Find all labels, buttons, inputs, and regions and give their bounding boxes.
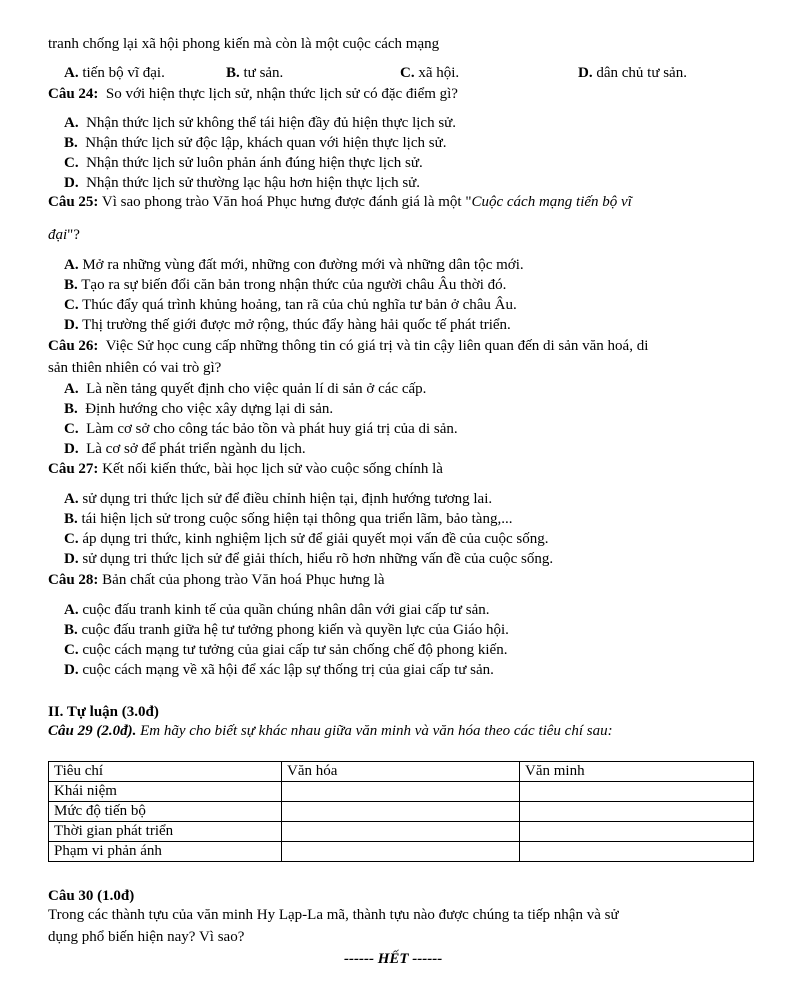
question-30-line1: Trong các thành tựu của văn minh Hy Lạp-La mã, thành tựu nào được chúng ta tiếp nhận và sử (48, 907, 619, 923)
q26-option-d: D. Là cơ sở để phát triển ngành du lịch. (64, 441, 306, 457)
header-cell: Tiêu chí (49, 762, 282, 782)
empty-cell (282, 802, 520, 822)
option-b: B. tư sản. (226, 65, 284, 81)
q27-option-b: B. tái hiện lịch sử trong cuộc sống hiện tại thông qua triển lãm, bảo tàng,... (64, 511, 513, 527)
question-text: Em hãy cho biết sự khác nhau giữa văn minh và văn hóa theo các tiêu chí sau: (140, 723, 613, 739)
question-28 (48, 571, 385, 589)
option-c: C. xã hội. (400, 65, 460, 81)
question-text: Vì sao phong trào Văn hoá Phục hưng được đánh giá là một " (101, 194, 472, 210)
empty-cell (282, 822, 520, 842)
question-label: Câu 28: (48, 572, 99, 588)
q26-option-b: B. Định hướng cho việc xây dựng lại di sản. (64, 401, 334, 417)
empty-cell (282, 842, 520, 862)
question-label: Câu 27: (48, 461, 99, 477)
q27-option-c: C. áp dụng tri thức, kinh nghiệm lịch sử để giải quyết mọi vấn đề của cuộc sống. (64, 531, 549, 547)
q24-option-b: B. Nhận thức lịch sử độc lập, khách quan với hiện thực lịch sử. (64, 135, 447, 151)
empty-cell (520, 822, 754, 842)
q28-option-c: C. cuộc cách mạng tư tưởng của giai cấp tư sản chống chế độ phong kiến. (64, 642, 508, 658)
criteria-table (48, 761, 754, 862)
header-cell: Văn hóa (282, 762, 520, 782)
question-30-line2: dụng phổ biến hiện nay? Vì sao? (48, 929, 245, 945)
question-26-cont: sản thiên nhiên có vai trò gì? (48, 360, 222, 376)
table-row (49, 782, 754, 802)
question-label: Câu 29 (2.0đ). (48, 723, 137, 739)
q26-option-a: A. Là nền tảng quyết định cho việc quản lí di sản ở các cấp. (64, 381, 427, 397)
question-text: Việc Sử học cung cấp những thông tin có giá trị và tin cậy liên quan đến di sản văn hoá, di (105, 338, 649, 354)
q25-option-c: C. Thúc đẩy quá trình khủng hoảng, tan rã của chủ nghĩa tư bản ở châu Âu. (64, 297, 517, 313)
table-row (49, 822, 754, 842)
question-label: Câu 24: (48, 86, 99, 102)
header-cell: Văn minh (520, 762, 754, 782)
q27-option-d: D. sử dụng tri thức lịch sử để giải thích, hiểu rõ hơn những vấn đề của cuộc sống. (64, 551, 554, 567)
empty-cell (520, 802, 754, 822)
empty-cell (282, 782, 520, 802)
question-text: So với hiện thực lịch sử, nhận thức lịch sử có đặc điểm gì? (105, 86, 458, 102)
question-quote: Cuộc cách mạng tiến bộ vĩ (471, 194, 632, 210)
question-text: Kết nối kiến thức, bài học lịch sử vào cuộc sống chính là (102, 461, 443, 477)
q28-option-d: D. cuộc cách mạng về xã hội để xác lập sự thống trị của giai cấp tư sản. (64, 662, 494, 678)
table-row (49, 842, 754, 862)
question-30-label: Câu 30 (1.0đ) (48, 888, 135, 904)
question-label: Câu 25: (48, 194, 99, 210)
q25-option-b: B. Tạo ra sự biến đổi căn bản trong nhận thức của người châu Âu thời đó. (64, 277, 507, 293)
q25-option-d: D. Thị trường thế giới được mở rộng, thúc đẩy hàng hải quốc tế phát triển. (64, 317, 511, 333)
option-d: D. dân chủ tư sản. (578, 65, 687, 81)
question-24 (48, 85, 458, 103)
option-a: A. tiến bộ vĩ đại. (64, 65, 165, 81)
q24-option-a: A. Nhận thức lịch sử không thể tái hiện đầy đủ hiện thực lịch sử. (64, 115, 457, 131)
criterion-cell: Thời gian phát triển (49, 822, 282, 842)
empty-cell (520, 782, 754, 802)
question-27 (48, 460, 443, 478)
q28-option-a: A. cuộc đấu tranh kinh tế của quần chúng nhân dân với giai cấp tư sản. (64, 602, 490, 618)
table-row (49, 802, 754, 822)
question-25-cont: đại"? (48, 227, 80, 243)
criterion-cell: Mức độ tiến bộ (49, 802, 282, 822)
q27-option-a: A. sử dụng tri thức lịch sử để điều chỉnh hiện tại, định hướng tương lai. (64, 491, 493, 507)
question-text: Bản chất của phong trào Văn hoá Phục hưng là (102, 572, 385, 588)
q24-option-c: C. Nhận thức lịch sử luôn phản ánh đúng hiện thực lịch sử. (64, 155, 423, 171)
question-25 (48, 193, 632, 211)
section-heading: II. Tự luận (3.0đ) (48, 704, 159, 720)
question-label: Câu 26: (48, 338, 99, 354)
q28-option-b: B. cuộc đấu tranh giữa hệ tư tưởng phong kiến và quyền lực của Giáo hội. (64, 622, 509, 638)
question-26 (48, 337, 648, 355)
intro-line: tranh chống lại xã hội phong kiến mà còn là một cuộc cách mạng (48, 36, 440, 52)
criterion-cell: Phạm vi phản ánh (49, 842, 282, 862)
criterion-cell: Khái niệm (49, 782, 282, 802)
end-mark: ------ HẾT ------ (344, 951, 443, 967)
q24-option-d: D. Nhận thức lịch sử thường lạc hậu hơn hiện thực lịch sử. (64, 175, 421, 191)
q25-option-a: A. Mở ra những vùng đất mới, những con đường mới và những dân tộc mới. (64, 257, 524, 273)
q26-option-c: C. Làm cơ sở cho công tác bảo tồn và phát huy giá trị của di sản. (64, 421, 458, 437)
table-header-row (49, 762, 754, 782)
empty-cell (520, 842, 754, 862)
question-29 (48, 722, 613, 740)
